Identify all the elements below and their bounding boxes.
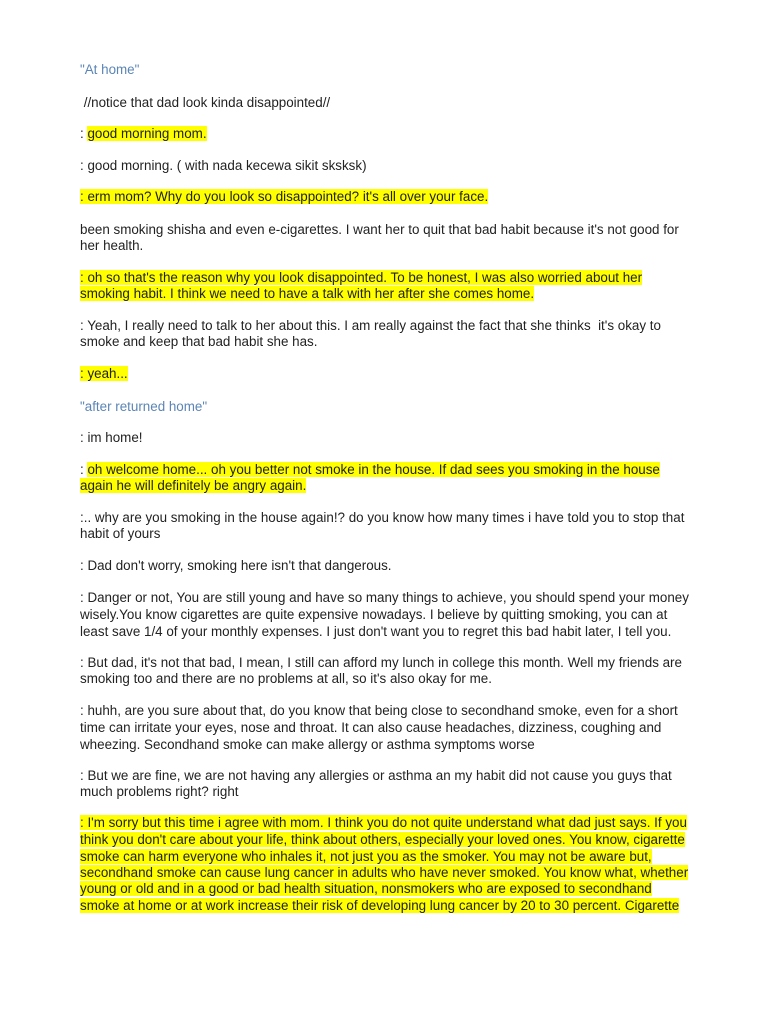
paragraph-16-line-5 — [80, 881, 652, 898]
paragraph-6-line-1: : Yeah, I really need to talk to her about this. I am really against the fact that she thinks it's okay to — [80, 318, 661, 333]
scene-heading-after-returned-home: "after returned home" — [80, 399, 208, 414]
paragraph-15-line-2: much problems right? right — [80, 784, 239, 799]
paragraph-12-line-3: least save 1/4 of your monthly expenses. I just don't want you to regret this bad habit later, I tell you. — [80, 624, 672, 639]
paragraph-15-line-1: : But we are fine, we are not having any allergies or asthma an my habit did not cause you guys that — [80, 768, 672, 783]
dialogue-prefix: : — [80, 462, 88, 477]
paragraph-10-line-2: habit of yours — [80, 526, 161, 541]
stage-note: //notice that dad look kinda disappointed// — [80, 95, 331, 110]
highlighted-text: : erm mom? Why do you look so disappointed? it's all over your face. — [80, 189, 489, 204]
paragraph-5-line-2 — [80, 286, 534, 303]
paragraph-12-line-1: : Danger or not, You are still young and have so many things to achieve, you should spend your money — [80, 590, 689, 605]
dialogue-line-1 — [80, 126, 207, 143]
highlighted-text: : oh so that's the reason why you look disappointed. To be honest, I was also worried about her — [80, 270, 643, 285]
highlighted-text: secondhand — [578, 881, 652, 896]
dialogue-line-2: : good morning. ( with nada kecewa sikit sksksk) — [80, 158, 367, 173]
paragraph-9-line-2 — [80, 478, 306, 495]
paragraph-16-line-6 — [80, 898, 679, 915]
highlighted-text: again he will definitely be angry again. — [80, 478, 307, 493]
dialogue-line-3 — [80, 189, 488, 206]
dialogue-line-11: : Dad don't worry, smoking here isn't that dangerous. — [80, 558, 392, 573]
paragraph-4-line-1: been smoking shisha and even e-cigarettes. I want her to quit that bad habit because it's not good for — [80, 222, 679, 237]
highlighted-text: young or old and in a good or bad health situation, nonsmokers who are exposed to — [80, 881, 579, 896]
paragraph-13-line-2: smoking too and there are no problems at all, so it's also okay for me. — [80, 671, 492, 686]
highlighted-text: secondhand smoke can cause lung cancer in adults who have never smoked. You know what, whether — [80, 865, 689, 880]
highlighted-text: smoke can harm everyone who inhales it, not just you as the smoker. You may not be aware but, — [80, 849, 652, 864]
paragraph-5-line-1 — [80, 270, 642, 287]
paragraph-9-line-1 — [80, 462, 660, 479]
dialogue-line-8: : im home! — [80, 430, 143, 445]
paragraph-16-line-2 — [80, 832, 685, 849]
paragraph-16-line-1 — [80, 815, 687, 832]
paragraph-14-line-2: time can irritate your eyes, nose and throat. It can also cause headaches, dizziness, coughing and — [80, 720, 662, 735]
dialogue-prefix: : — [80, 126, 88, 141]
highlighted-text: good morning mom. — [87, 126, 207, 141]
paragraph-16-line-3 — [80, 849, 652, 866]
paragraph-6-line-2: smoke and keep that bad habit she has. — [80, 334, 318, 349]
paragraph-14-line-3: wheezing. Secondhand smoke can make allergy or asthma symptoms worse — [80, 737, 535, 752]
dialogue-line-7 — [80, 366, 128, 383]
paragraph-12-line-2: wisely.You know cigarettes are quite expensive nowadays. I believe by quitting smoking, you can at — [80, 607, 668, 622]
paragraph-10-line-1: :.. why are you smoking in the house again!? do you know how many times i have told you to stop that — [80, 510, 685, 525]
paragraph-4-line-2: her health. — [80, 238, 144, 253]
highlighted-text: : yeah... — [80, 366, 128, 381]
highlighted-text: oh welcome home... oh you better not smoke in the house. If dad sees you smoking in the house — [87, 462, 660, 477]
scene-heading-at-home: "At home" — [80, 62, 140, 77]
paragraph-16-line-4 — [80, 865, 688, 882]
paragraph-14-line-1: : huhh, are you sure about that, do you know that being close to secondhand smoke, even for a short — [80, 703, 678, 718]
highlighted-text: smoking habit. I think we need to have a talk with her after she comes home. — [80, 286, 535, 301]
highlighted-text: : I'm sorry but this time i agree with mom. I think you do not quite understand what dad just says. If you — [80, 815, 687, 830]
highlighted-text: smoke at home or at work increase their risk of developing lung cancer by 20 to 30 percent. Cigarette — [80, 898, 680, 913]
paragraph-13-line-1: : But dad, it's not that bad, I mean, I still can afford my lunch in college this month. Well my friends are — [80, 655, 682, 670]
highlighted-text: think you don't care about your life, think about others, especially your loved ones. You know, cigarette — [80, 832, 685, 847]
